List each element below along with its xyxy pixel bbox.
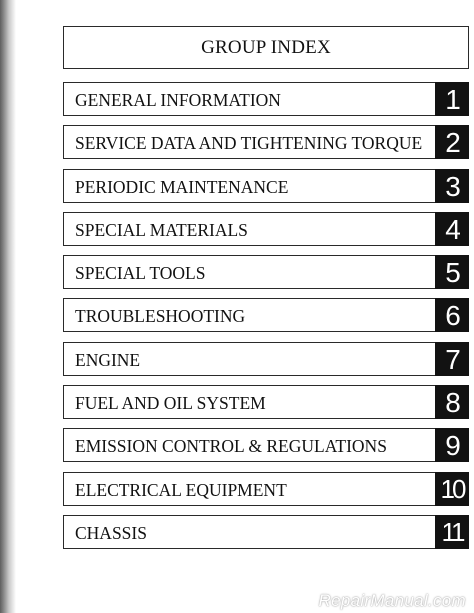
group-label: CHASSIS	[75, 522, 147, 543]
group-number-tab: 4	[435, 212, 469, 246]
binding-spine-shadow	[0, 0, 16, 613]
group-label: PERIODIC MAINTENANCE	[75, 176, 289, 197]
group-label: ENGINE	[75, 349, 141, 370]
group-row-general-information[interactable]	[63, 82, 469, 116]
group-row-special-tools[interactable]	[63, 255, 469, 289]
group-label: SPECIAL MATERIALS	[75, 219, 248, 240]
group-row-special-materials[interactable]	[63, 212, 469, 246]
group-row-electrical-equipment[interactable]	[63, 472, 469, 506]
group-row-service-data[interactable]	[63, 125, 469, 159]
group-row-chassis[interactable]	[63, 515, 469, 549]
group-label: ELECTRICAL EQUIPMENT	[75, 479, 287, 500]
watermark: RepairManual.com	[318, 591, 466, 610]
group-label: GENERAL INFORMATION	[75, 90, 281, 110]
group-number-tab: 9	[435, 428, 469, 462]
group-index-list	[63, 82, 469, 558]
group-row-troubleshooting[interactable]	[63, 298, 469, 332]
group-number-tab: 7	[435, 342, 469, 376]
group-row-fuel-and-oil-system[interactable]	[63, 385, 469, 419]
group-number-tab: 8	[435, 385, 469, 419]
group-row-engine[interactable]	[63, 342, 469, 376]
group-row-emission-control[interactable]	[63, 428, 469, 462]
group-label: SERVICE DATA AND TIGHTENING TORQUE	[75, 133, 423, 154]
page-title: GROUP INDEX	[201, 36, 331, 58]
group-index-header	[63, 26, 469, 69]
group-label: EMISSION CONTROL & REGULATIONS	[75, 436, 387, 457]
group-row-periodic-maintenance[interactable]	[63, 169, 469, 203]
group-number-tab: 11	[435, 515, 469, 549]
group-label: FUEL AND OIL SYSTEM	[75, 393, 266, 414]
group-number-tab: 6	[435, 298, 469, 332]
group-number-tab: 2	[435, 125, 469, 159]
group-label: SPECIAL TOOLS	[75, 263, 206, 284]
group-number-tab: 10	[435, 472, 469, 506]
group-label: TROUBLESHOOTING	[75, 306, 246, 327]
group-number-tab: 1	[435, 82, 469, 116]
group-number-tab: 3	[435, 169, 469, 203]
group-number-tab: 5	[435, 255, 469, 289]
